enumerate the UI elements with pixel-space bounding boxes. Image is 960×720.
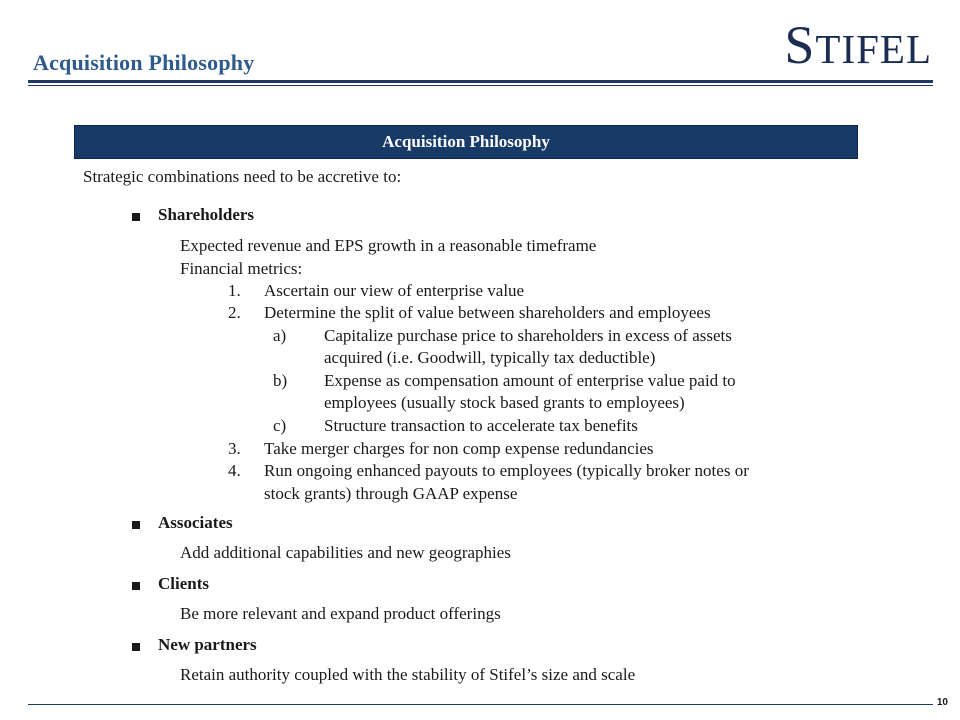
sub-item-c-letter: c): [273, 416, 287, 435]
logo-initial: S: [784, 15, 816, 75]
footer-rule: [28, 704, 933, 705]
numbered-item-3: Take merger charges for non comp expense redundancies: [264, 439, 654, 458]
shareholders-line-1: Expected revenue and EPS growth in a reasonable timeframe: [180, 236, 597, 255]
numbered-item-1-num: 1.: [228, 281, 241, 300]
numbered-item-4-num: 4.: [228, 461, 241, 480]
numbered-item-3-num: 3.: [228, 439, 241, 458]
numbered-item-4-cont: stock grants) through GAAP expense: [264, 484, 518, 503]
section-heading-associates: Associates: [158, 513, 233, 532]
intro-text: Strategic combinations need to be accretive to:: [83, 167, 402, 186]
sub-item-a-cont: acquired (i.e. Goodwill, typically tax deductible): [324, 348, 656, 367]
associates-text: Add additional capabilities and new geographies: [180, 543, 511, 562]
numbered-item-4: Run ongoing enhanced payouts to employees (typically broker notes or: [264, 461, 749, 480]
sub-item-c: Structure transaction to accelerate tax benefits: [324, 416, 638, 435]
page-title: Acquisition Philosophy: [33, 50, 255, 75]
sub-item-b: Expense as compensation amount of enterprise value paid to: [324, 371, 736, 390]
numbered-item-2-num: 2.: [228, 303, 241, 322]
sub-item-a-letter: a): [273, 326, 287, 345]
section-banner: [74, 125, 858, 159]
section-heading-shareholders: Shareholders: [158, 205, 255, 224]
page-number: 10: [936, 697, 948, 708]
sub-item-b-letter: b): [273, 371, 288, 390]
banner-label: Acquisition Philosophy: [382, 132, 550, 151]
header-rule-thin: [28, 85, 933, 86]
partners-text: Retain authority coupled with the stability of Stifel’s size and scale: [180, 665, 636, 684]
sub-item-b-cont: employees (usually stock based grants to employees): [324, 393, 685, 412]
logo-rest: TIFEL: [815, 26, 932, 72]
header-rule-thick: [28, 80, 933, 83]
square-bullet-icon: [132, 521, 140, 529]
section-heading-clients: Clients: [158, 574, 209, 593]
stifel-logo: [784, 15, 932, 75]
sub-item-a: Capitalize purchase price to shareholders in excess of assets: [324, 326, 732, 345]
numbered-item-1: Ascertain our view of enterprise value: [264, 281, 525, 300]
section-heading-new-partners: New partners: [158, 635, 257, 654]
clients-text: Be more relevant and expand product offerings: [180, 604, 501, 623]
square-bullet-icon: [132, 213, 140, 221]
shareholders-line-2: Financial metrics:: [180, 259, 303, 278]
square-bullet-icon: [132, 582, 140, 590]
square-bullet-icon: [132, 643, 140, 651]
numbered-item-2: Determine the split of value between shareholders and employees: [264, 303, 711, 322]
